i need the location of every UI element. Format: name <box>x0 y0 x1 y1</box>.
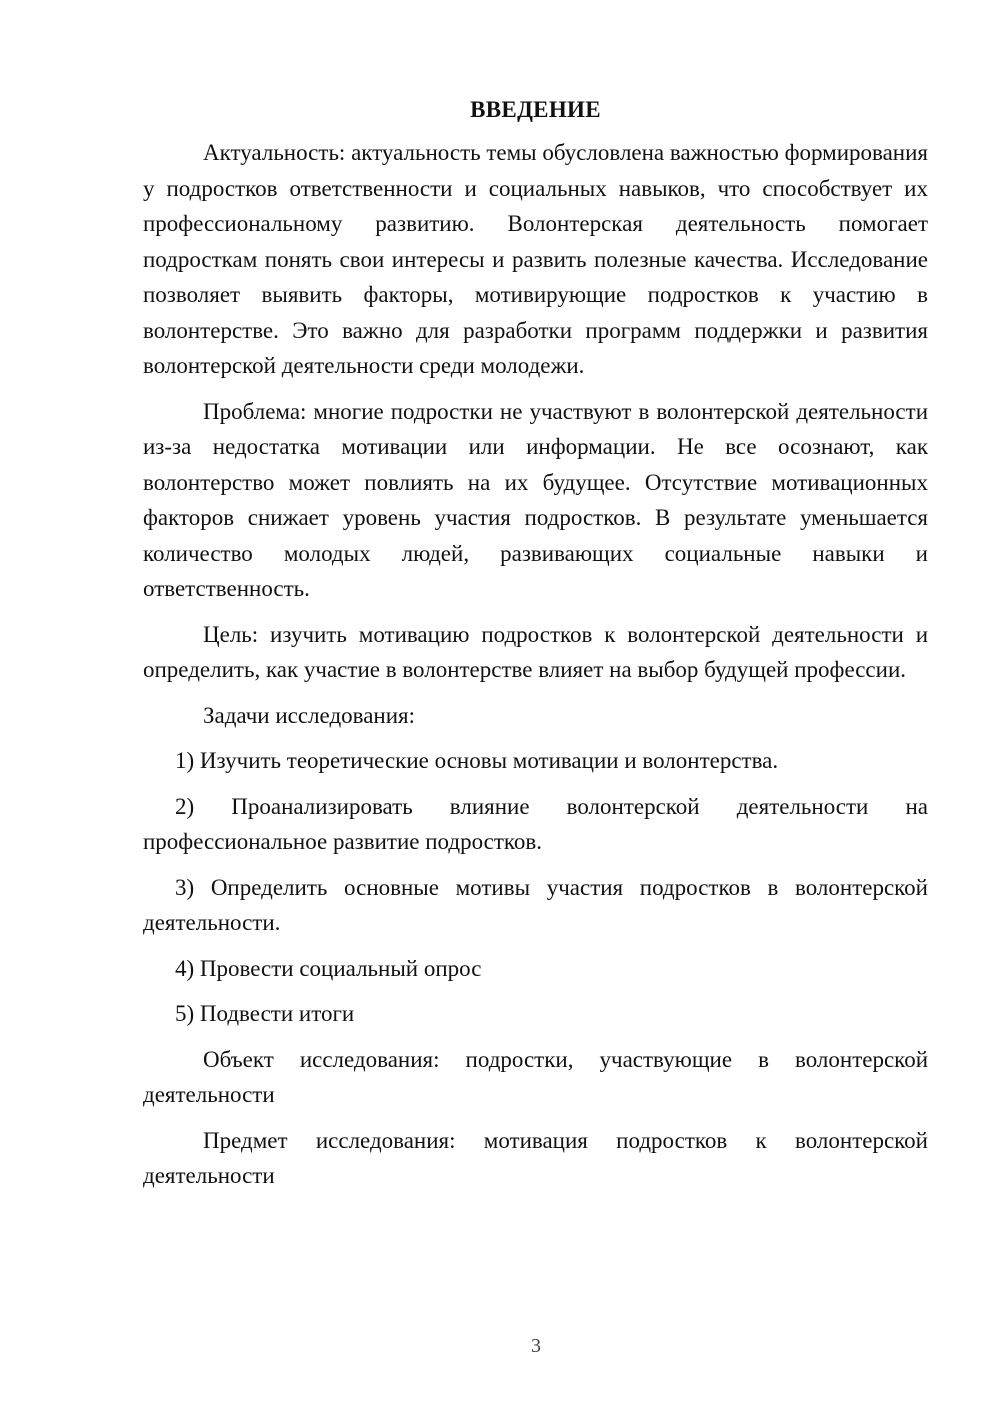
tasks-title: Задачи исследования: <box>203 702 416 728</box>
page-number: 3 <box>531 1335 541 1357</box>
task-item-5: 5) Подвести итоги <box>175 1001 355 1026</box>
problem-paragraph: Проблема: многие подростки не участвуют в волонтерской деятельности из-за недостатка мотивации или информации. Не все осознают, как волонтерство может повлиять на их будущее. Отсутствие мотивационных факторов снижает уровень участия подростков. В результате уменьшается количество молодых людей, развивающих социальные навыки и ответственность. <box>143 398 928 601</box>
page-title: ВВЕДЕНИЕ <box>470 97 601 122</box>
subject-paragraph: Предмет исследования: мотивация подростков к волонтерской деятельности <box>143 1127 928 1188</box>
task-item-4: 4) Провести социальный опрос <box>175 955 482 981</box>
page-content <box>143 92 928 1204</box>
relevance-paragraph: Актуальность: актуальность темы обусловлена важностью формирования у подростков ответственности и социальных навыков, что способствует их профессиональному развитию. Волонтерская деятельность помогает подросткам понять свои интересы и развить полезные качества. Исследование позволяет выявить факторы, мотивирующие подростков к участию в волонтерстве. Это важно для разработки программ поддержки и развития волонтерской деятельности среди молодежи. <box>143 140 928 378</box>
object-paragraph: Объект исследования: подростки, участвующие в волонтерской деятельности <box>143 1046 928 1107</box>
task-item-2: 2) Проанализировать влияние волонтерской деятельности на профессиональное развитие подростков. <box>143 793 928 854</box>
task-item-1: 1) Изучить теоретические основы мотивации и волонтерства. <box>175 748 779 773</box>
task-item-3: 3) Определить основные мотивы участия подростков в волонтерской деятельности. <box>143 874 928 935</box>
goal-paragraph: Цель: изучить мотивацию подростков к волонтерской деятельности и определить, как участие в волонтерстве влияет на выбор будущей профессии. <box>143 621 928 682</box>
